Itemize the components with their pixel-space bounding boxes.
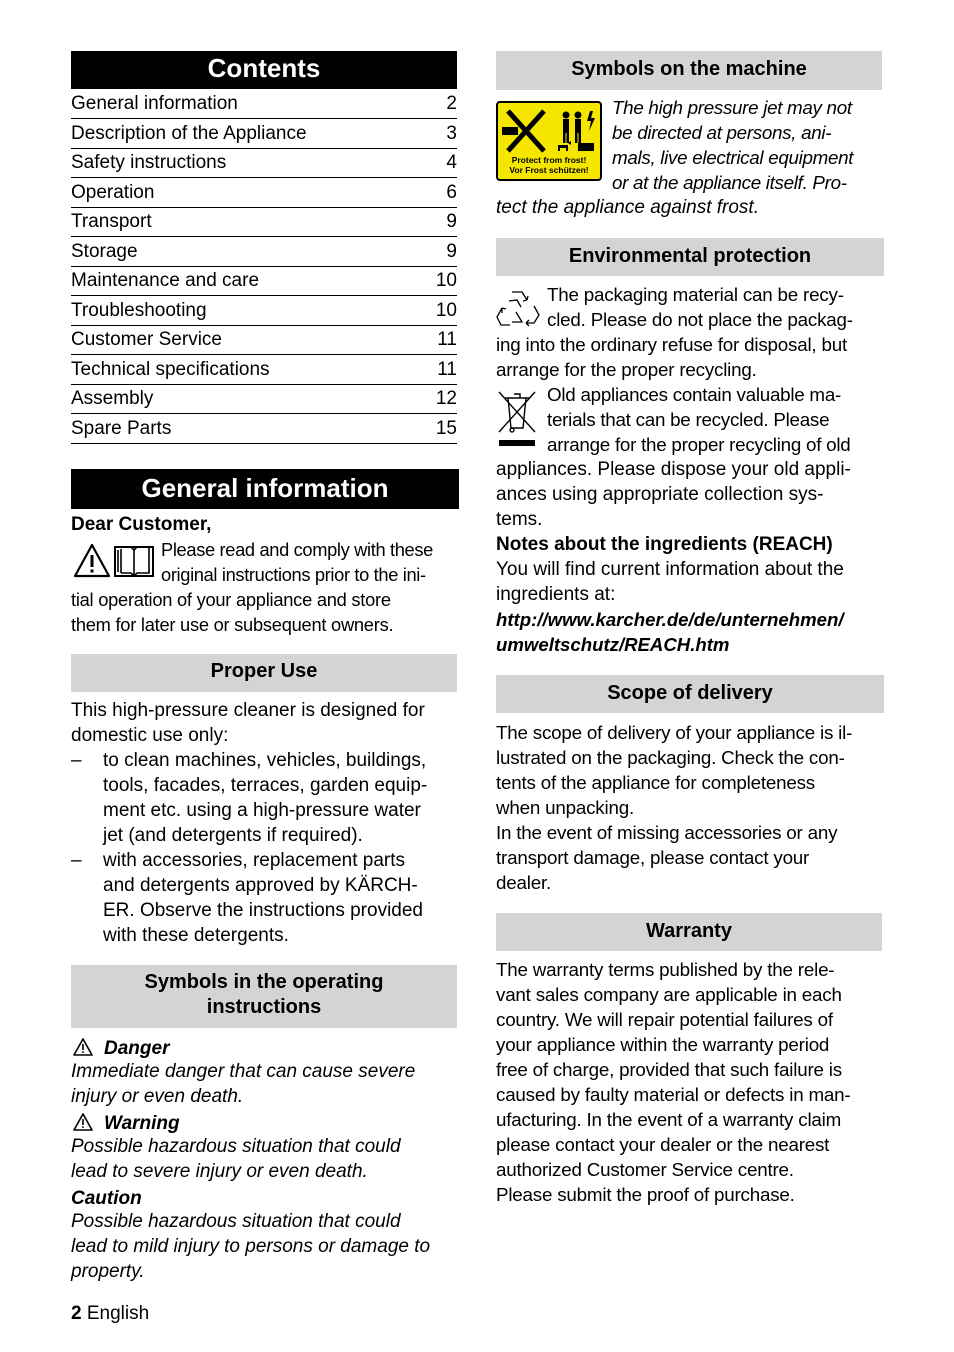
- toc-row[interactable]: Assembly 12: [71, 384, 457, 414]
- recycling-icon: [496, 288, 540, 330]
- toc-row[interactable]: Safety instructions 4: [71, 148, 457, 178]
- crossed-bin-icon: [496, 388, 538, 450]
- toc-row[interactable]: Maintenance and care 10: [71, 266, 457, 296]
- toc-row[interactable]: Troubleshooting 10: [71, 296, 457, 326]
- packaging-text-rest: ing into the ordinary refuse for disposal, but arrange for the proper recycling.: [496, 334, 847, 380]
- packaging-text: The packaging material can be recy- cled. Please do not place the packag-: [547, 284, 853, 330]
- general-information-heading: General information: [71, 469, 459, 509]
- symbols-machine-heading: Symbols on the machine: [496, 51, 882, 90]
- toc-row[interactable]: General information 2: [71, 89, 457, 119]
- reach-heading: Notes about the ingredients (REACH): [496, 534, 833, 555]
- warning-manual-icon: [73, 543, 155, 579]
- caution-label: Caution: [71, 1188, 142, 1209]
- toc-row[interactable]: Operation 6: [71, 178, 457, 208]
- greeting: Dear Customer,: [71, 514, 212, 535]
- toc-row[interactable]: Transport 9: [71, 207, 457, 237]
- reach-text: You will find current information about the ingredients at:: [496, 559, 844, 605]
- machine-symbol-text: The high pressure jet may not be directed at persons, ani- mals, live electrical equipment or at the appliance itself. Pro-: [612, 97, 854, 193]
- machine-symbol-text-end: tect the appliance against frost.: [496, 197, 759, 218]
- toc-row[interactable]: Spare Parts 15: [71, 414, 457, 444]
- danger-label: Danger: [104, 1038, 170, 1059]
- warranty-text: The warranty terms published by the rele- vant sales company are applicable in each country. We will repair potential failures of your appliance within the warranty period free of charge, provided that such failure is caused by faulty material or defects in man- ufacturing. In the event of a warranty claim please contact your dealer or the nearest authorized Customer Service centre. Please submit the proof of purchase.: [496, 959, 851, 1205]
- machine-warning-label-icon: Protect from frost! Vor Frost schützen!: [496, 101, 602, 181]
- toc-row[interactable]: Storage 9: [71, 237, 457, 267]
- proper-use-intro: This high-pressure cleaner is designed for domestic use only:: [71, 700, 425, 746]
- toc-row[interactable]: Technical specifications 11: [71, 355, 457, 385]
- intro-text-beside-icon: Please read and comply with these original instructions prior to the ini-: [161, 539, 433, 585]
- old-appliances-text-rest: appliances. Please dispose your old appli- ances using appropriate collection sys- tems.: [496, 459, 851, 530]
- danger-text: Immediate danger that can cause severe injury or even death.: [71, 1061, 416, 1107]
- intro-text: tial operation of your appliance and store them for later use or subsequent owners.: [71, 589, 394, 635]
- symbols-instructions-heading: Symbols in the operating instructions: [71, 965, 457, 1028]
- contents-heading: Contents: [71, 51, 457, 89]
- warning-label: Warning: [104, 1113, 180, 1134]
- old-appliances-text: Old appliances contain valuable ma- terials that can be recycled. Please arrange for the proper recycling of old: [547, 384, 851, 455]
- warning-triangle-icon: [73, 1113, 93, 1131]
- caution-text: Possible hazardous situation that could lead to mild injury to persons or damage to property.: [71, 1211, 431, 1282]
- warranty-heading: Warranty: [496, 913, 882, 951]
- scope-of-delivery-heading: Scope of delivery: [496, 675, 884, 713]
- reach-link[interactable]: http://www.karcher.de/de/unternehmen/ umweltschutz/REACH.htm: [496, 609, 844, 655]
- proper-use-heading: Proper Use: [71, 654, 457, 692]
- page-footer: 2 English: [71, 1303, 150, 1324]
- warning-text: Possible hazardous situation that could lead to severe injury or even death.: [71, 1136, 401, 1182]
- toc-row[interactable]: Customer Service 11: [71, 325, 457, 355]
- scope-text: The scope of delivery of your appliance is il- lustrated on the packaging. Check the con- tents of the appliance for completeness when unpacking. In the event of missing accessories or any transport damage, please contact your dealer.: [496, 722, 853, 893]
- danger-triangle-icon: [73, 1038, 93, 1056]
- environmental-protection-heading: Environmental protection: [496, 238, 884, 276]
- toc-row[interactable]: Description of the Appliance 3: [71, 119, 457, 149]
